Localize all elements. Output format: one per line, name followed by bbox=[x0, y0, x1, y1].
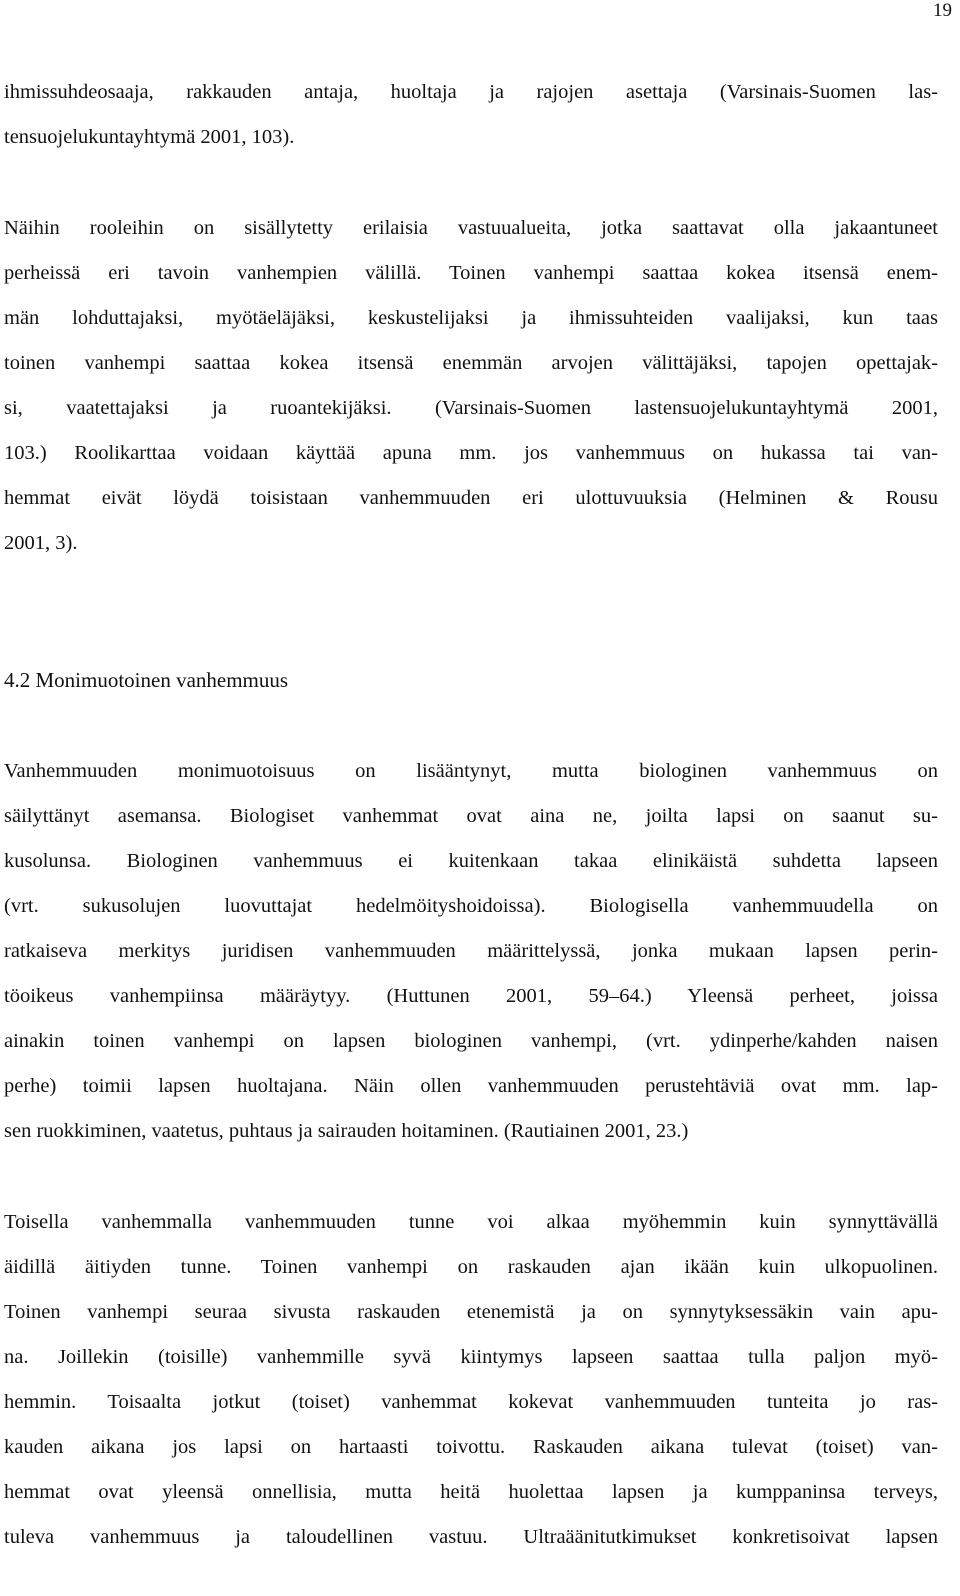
text-line: na. Joillekin (toisille) vanhemmille syvä kiintymys lapseen saattaa tulla paljon myö- bbox=[4, 1346, 938, 1368]
section-spacer bbox=[4, 566, 938, 658]
text-line: äidillä äitiyden tunne. Toinen vanhempi on raskauden ajan ikään kuin ulkopuolinen. bbox=[4, 1256, 938, 1278]
text-line: tuleva vanhemmuus ja taloudellinen vastuu. Ultraäänitutkimukset konkretisoivat lapsen bbox=[4, 1526, 938, 1548]
text-line: män lohduttajaksi, myötäeläjäksi, keskustelijaksi ja ihmissuhteiden vaalijaksi, kun taas bbox=[4, 307, 938, 329]
text-line: ihmissuhdeosaaja, rakkauden antaja, huoltaja ja rajojen asettaja (Varsinais-Suomen las- bbox=[4, 81, 938, 103]
text-line: perheissä eri tavoin vanhempien välillä. Toinen vanhempi saattaa kokea itsensä enem- bbox=[4, 262, 938, 284]
paragraph-2 bbox=[4, 206, 938, 566]
text-line: säilyttänyt asemansa. Biologiset vanhemmat ovat aina ne, joilta lapsi on saanut su- bbox=[4, 805, 938, 827]
text-line: kusolunsa. Biologinen vanhemmuus ei kuitenkaan takaa elinikäistä suhdetta lapseen bbox=[4, 850, 938, 872]
text-line: perhe) toimii lapsen huoltajana. Näin ollen vanhemmuuden perustehtäviä ovat mm. lap- bbox=[4, 1075, 938, 1097]
text-line: tensuojelukuntayhtymä 2001, 103). bbox=[4, 126, 295, 148]
text-line: toinen vanhempi saattaa kokea itsensä enemmän arvojen välittäjäksi, tapojen opettajak- bbox=[4, 352, 938, 374]
text-line: hemmat ovat yleensä onnellisia, mutta heitä huolettaa lapsen ja kumppaninsa terveys, bbox=[4, 1481, 938, 1503]
text-line: ainakin toinen vanhempi on lapsen biologinen vanhempi, (vrt. ydinperhe/kahden naisen bbox=[4, 1030, 938, 1052]
paragraph-spacer bbox=[4, 1154, 938, 1200]
paragraph-1 bbox=[4, 70, 938, 160]
section-heading: 4.2 Monimuotoinen vanhemmuus bbox=[4, 668, 289, 692]
text-line: si, vaatettajaksi ja ruoantekijäksi. (Varsinais-Suomen lastensuojelukuntayhtymä 2001, bbox=[4, 397, 938, 419]
text-line: hemmin. Toisaalta jotkut (toiset) vanhemmat kokevat vanhemmuuden tunteita jo ras- bbox=[4, 1391, 938, 1413]
paragraph-3 bbox=[4, 749, 938, 1154]
text-line: Toinen vanhempi seuraa sivusta raskauden etenemistä ja on synnytyksessäkin vain apu- bbox=[4, 1301, 938, 1323]
text-line: Näihin rooleihin on sisällytetty erilaisia vastuualueita, jotka saattavat olla jakaantuneet bbox=[4, 217, 938, 239]
text-line: kauden aikana jos lapsi on hartaasti toivottu. Raskauden aikana tulevat (toiset) van- bbox=[4, 1436, 938, 1458]
paragraph-spacer bbox=[4, 160, 938, 206]
text-line: töoikeus vanhempiinsa määräytyy. (Huttunen 2001, 59–64.) Yleensä perheet, joissa bbox=[4, 985, 938, 1007]
text-line: 2001, 3). bbox=[4, 532, 78, 554]
text-line: ratkaiseva merkitys juridisen vanhemmuuden määrittelyssä, jonka mukaan lapsen perin- bbox=[4, 940, 938, 962]
heading-spacer bbox=[4, 703, 938, 749]
text-line: Toisella vanhemmalla vanhemmuuden tunne voi alkaa myöhemmin kuin synnyttävällä bbox=[4, 1211, 938, 1233]
text-line: sen ruokkiminen, vaatetus, puhtaus ja sairauden hoitaminen. (Rautiainen 2001, 23.) bbox=[4, 1120, 689, 1142]
document-body bbox=[4, 70, 938, 1560]
text-line: (vrt. sukusolujen luovuttajat hedelmöityshoidoissa). Biologisella vanhemmuudella on bbox=[4, 895, 938, 917]
text-line: Vanhemmuuden monimuotoisuus on lisääntynyt, mutta biologinen vanhemmuus on bbox=[4, 760, 938, 782]
text-line: 103.) Roolikarttaa voidaan käyttää apuna mm. jos vanhemmuus on hukassa tai van- bbox=[4, 442, 938, 464]
paragraph-4 bbox=[4, 1200, 938, 1560]
page-number: 19 bbox=[933, 0, 952, 21]
text-line: hemmat eivät löydä toisistaan vanhemmuuden eri ulottuvuuksia (Helminen & Rousu bbox=[4, 487, 938, 509]
